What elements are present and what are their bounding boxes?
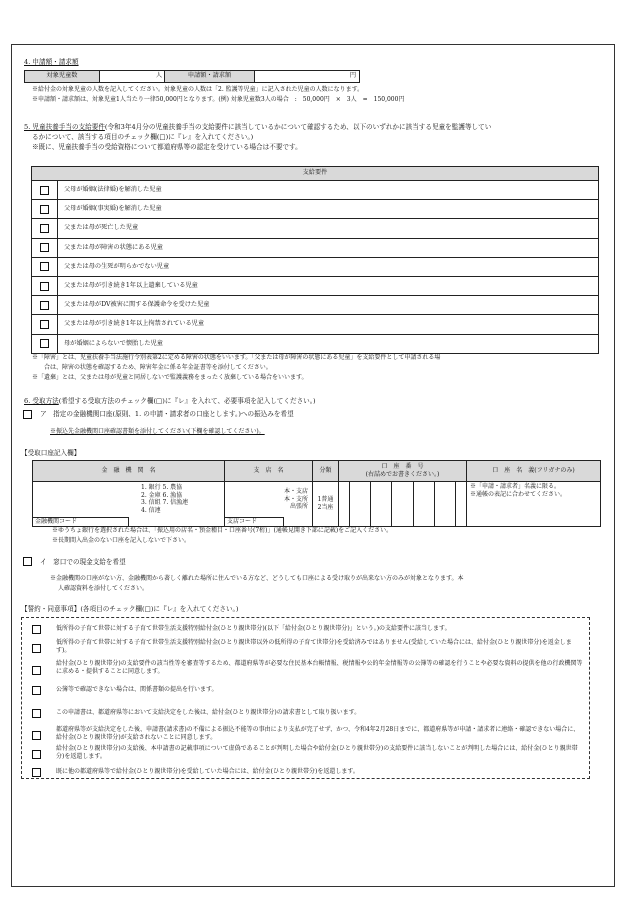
- option-b-checkbox[interactable]: [23, 557, 32, 566]
- holder-note-2: ※通帳の表記に合わせてください。: [470, 490, 567, 498]
- pledge-checkbox[interactable]: [32, 750, 41, 759]
- class-option: 2当座: [317, 504, 334, 511]
- pledge-text: 公簿等で確認できない場合は、関係書類の提出を行います。: [56, 686, 218, 693]
- section-6-title: 6. 受取方法: [24, 397, 59, 405]
- disability-note: ※「障害」とは、児童扶養手当法施行令別表第2に定める障害の状態をいいます。「父または母が障害の状態にある児童」を支給要件として申請される場: [32, 354, 441, 361]
- bank-code-field[interactable]: [33, 517, 129, 527]
- requirement-checkbox[interactable]: [40, 282, 49, 291]
- pledge-box: [21, 617, 590, 779]
- amount-unit: 円: [349, 72, 356, 80]
- child-count-unit: 人: [155, 72, 162, 80]
- pledge-checkbox[interactable]: [32, 731, 41, 740]
- pledge-checkbox[interactable]: [32, 666, 41, 675]
- option-a-note: ※振込先金融機関口座確認書類を添付してください(下欄を確認してください)。: [50, 428, 265, 435]
- class-header: 分類: [313, 461, 339, 482]
- section-5-intro-line2: るかについて、該当する項目のチェック欄(□)に『レ』を入れてください。): [32, 133, 254, 141]
- long-term-note: ※長期間入出金のない口座を記入しないで下さい。: [52, 537, 191, 544]
- account-digit-cell[interactable]: [413, 482, 434, 526]
- branch-type-option: 出張所: [289, 503, 308, 510]
- account-digit-cell[interactable]: [455, 482, 466, 526]
- option-a-label: ア 指定の金融機関口座(原則、1. の申請・請求者の口座とします。)への振込みを希望: [40, 410, 294, 418]
- pledge-checkbox[interactable]: [32, 686, 41, 695]
- yucho-note: ※ゆうちょ銀行を選択された場合は、「振込用の店名・預金種目・口座番号(7桁)」(通帳見開き下部に記載)をご記入ください。: [52, 527, 393, 534]
- account-digit-grid: [339, 482, 466, 526]
- branch-type-options: [284, 488, 308, 511]
- disability-note-2: 合は、障害の状態を確認するため、障害年金に係る年金証書等を添付してください。: [44, 364, 272, 371]
- section-4-title: 4. 申請額・請求額: [24, 58, 79, 66]
- requirement-row: [32, 257, 599, 276]
- requirement-checkbox[interactable]: [40, 186, 49, 195]
- requirement-checkbox[interactable]: [40, 320, 49, 329]
- branch-code-label: 支店コード: [227, 518, 258, 525]
- requirement-row: [32, 200, 599, 219]
- pledge-text: この申請書は、都道府県等において支給決定をした後は、給付金(ひとり親世帯分)の請求書として取り扱います。: [56, 709, 361, 716]
- requirement-row: [32, 276, 599, 295]
- branch-name-field[interactable]: [225, 482, 313, 527]
- account-holder-header: 口 座 名 義(フリガナのみ): [467, 461, 601, 482]
- bank-name-field[interactable]: [33, 482, 225, 527]
- section-6-intro: [24, 397, 609, 406]
- account-number-header-sub: (右詰めでお書きください。): [365, 471, 440, 478]
- child-count-label: 対象児童数: [25, 71, 100, 83]
- requirement-label: 父または母がDV被害に関する保護命令を受けた児童: [58, 296, 599, 315]
- requirement-checkbox[interactable]: [40, 224, 49, 233]
- bank-type-option: 2. 金庫 6. 漁協: [141, 491, 183, 499]
- requirement-label: 父または母が障害の状態にある児童: [58, 238, 599, 257]
- requirement-checkbox[interactable]: [40, 243, 49, 252]
- requirement-checkbox[interactable]: [40, 339, 49, 348]
- account-digit-cell[interactable]: [392, 482, 413, 526]
- pledge-title: 【誓約・同意事項】(各項目のチェック欄(□)に『レ』を入れてください。): [21, 605, 239, 613]
- account-number-field[interactable]: [339, 482, 467, 527]
- abandonment-note: ※「遺棄」とは、父または母が児童と同居しないで監護義務をまったく放棄している場合をいいます。: [32, 374, 308, 381]
- option-b-note-2: 人確認資料を添付してください。: [58, 585, 149, 592]
- account-digit-cell[interactable]: [434, 482, 455, 526]
- pledge-text: 都道府県等が支給決定をした後、申請書(請求書)の不備による振込不能等の事由により支払が完了せず、かつ、令和4年2月28日までに、都道府県等が申請・請求者に連絡・確認できない場合に、給付金(ひとり親世帯分)が支給されないことに同意します。: [56, 726, 580, 742]
- bank-code-label: 金融機関コード: [35, 518, 78, 525]
- account-number-header: [339, 461, 467, 482]
- amount-note-1: ※給付金の対象児童の人数を記入してください。対象児童の人数は「2. 監護等児童」に記入された児童の人数になります。: [32, 86, 364, 93]
- requirement-label: 父または母が引き続き1年以上遺棄している児童: [58, 276, 599, 295]
- option-b-label: イ 窓口での現金支給を希望: [40, 558, 126, 566]
- bank-type-options: [141, 484, 188, 514]
- requirements-table: [31, 166, 599, 354]
- section-5-intro-text: (令和3年4月分の児童扶養手当の支給要件に該当しているかについて確認するため、以下のいずれかに該当する児童を監護等してい: [104, 123, 492, 131]
- requirement-row: [32, 219, 599, 238]
- requirement-row: [32, 181, 599, 200]
- bank-type-option: 3. 信組 7. 信漁連: [141, 499, 189, 506]
- account-class-field[interactable]: [313, 482, 339, 527]
- pledge-checkbox[interactable]: [32, 625, 41, 634]
- requirement-row: [32, 296, 599, 315]
- requirement-checkbox[interactable]: [40, 262, 49, 271]
- amount-label: 申請額・請求額: [165, 71, 255, 83]
- holder-note-1: ※「申請・請求者」名義に限る。: [470, 483, 561, 490]
- branch-name-header: 支 店 名: [225, 461, 313, 482]
- requirement-label: 父母が婚姻(事実婚)を解消した児童: [58, 200, 599, 219]
- account-digit-cell[interactable]: [339, 482, 350, 526]
- branch-code-field[interactable]: [224, 517, 284, 527]
- requirements-header: 支給要件: [32, 167, 599, 181]
- bank-type-option: 4. 信連: [141, 506, 161, 514]
- requirement-label: 母が婚姻によらないで懐胎した児童: [58, 334, 599, 353]
- pledge-text: 給付金(ひとり親世帯分)の支給後、本申請書の記載事項について虚偽であることが判明した場合や給付金(ひとり親世帯分)の支給要件に該当しないことが判明した場合には、給付金(ひとり親世帯分)を返還します。: [56, 745, 578, 761]
- account-number-header-label: 口 座 番 号: [381, 463, 424, 471]
- pledge-checkbox[interactable]: [32, 644, 41, 653]
- pledge-text: 低所得の子育て世帯に対する子育て世帯生活支援特別給付金(ひとり親世帯以外の低所得の子育て世帯分)を受給済みではありません(受給していた場合には、給付金(ひとり親世帯分)を返金します)。: [56, 639, 572, 655]
- account-digit-cell[interactable]: [350, 482, 371, 526]
- pledge-text: 給付金(ひとり親世帯分)の支給要件の該当性等を審査等するため、都道府県等が必要な住民基本台帳情報、税情報や公的年金情報等の公簿等の確認を行うことや必要な資料の提供を他の行政機関等に求める・提供することに同意します。: [56, 660, 583, 676]
- requirement-label: 父または母が引き続き1年以上拘禁されている児童: [58, 315, 599, 334]
- option-b-note-1: ※金融機関の口座がない方、金融機関から著しく離れた場所に住んでいる方など、どうしても口座による受け取りが出来ない方のみが対象となります。本: [50, 575, 464, 582]
- requirement-row: [32, 315, 599, 334]
- branch-type-option: 本・支店: [283, 488, 308, 495]
- requirement-row: [32, 238, 599, 257]
- account-digit-cell[interactable]: [371, 482, 392, 526]
- bank-name-header: 金 融 機 関 名: [33, 461, 225, 482]
- class-option: 1普通: [317, 495, 334, 503]
- requirement-checkbox[interactable]: [40, 205, 49, 214]
- section-5-title: 5. 児童扶養手当の支給要件: [24, 123, 105, 131]
- bank-type-option: 1. 銀行 5. 農協: [141, 484, 183, 491]
- requirement-label: 父母が婚姻(法律婚)を解消した児童: [58, 181, 599, 200]
- requirement-row: [32, 334, 599, 353]
- account-holder-notes: [467, 482, 600, 500]
- pledge-checkbox[interactable]: [32, 768, 41, 777]
- option-a-checkbox[interactable]: [23, 410, 32, 419]
- pledge-text: 既に他の都道府県等で給付金(ひとり親世帯分)を受給していた場合には、給付金(ひとり親世帯分)を返還します。: [56, 768, 359, 775]
- requirement-checkbox[interactable]: [40, 301, 49, 310]
- child-count-field[interactable]: [100, 71, 165, 83]
- amount-field[interactable]: [255, 71, 360, 83]
- section-6-intro-text: (希望する受取方法のチェック欄(□)に『レ』を入れて、必要事項を記入してください。): [58, 397, 316, 405]
- branch-type-option: 本・支所: [283, 495, 308, 503]
- account-table: [32, 460, 601, 527]
- amount-table: [24, 70, 360, 83]
- pledge-checkbox[interactable]: [32, 709, 41, 718]
- account-holder-field[interactable]: [467, 482, 601, 527]
- pledge-text: 低所得の子育て世帯に対する子育て世帯生活支援特別給付金(ひとり親世帯分)(以下「給付金(ひとり親世帯分)」という。)の支給要件に該当します。: [56, 625, 451, 632]
- requirement-label: 父または母の生死が明らかでない児童: [58, 257, 599, 276]
- section-5-intro-line3: ※既に、児童扶養手当の受給資格について都道府県等の認定を受けている場合は不要です。: [32, 143, 302, 151]
- requirement-label: 父または母が死亡した児童: [58, 219, 599, 238]
- section-5-intro: [24, 123, 609, 132]
- amount-note-2: ※申請額・請求額は、対象児童1人当たり一律50,000円となります。(例) 対象児童数3人の場合 : 50,000円 × 3人 = 150,000円: [32, 96, 405, 103]
- account-section-title: 【受取口座記入欄】: [21, 449, 81, 457]
